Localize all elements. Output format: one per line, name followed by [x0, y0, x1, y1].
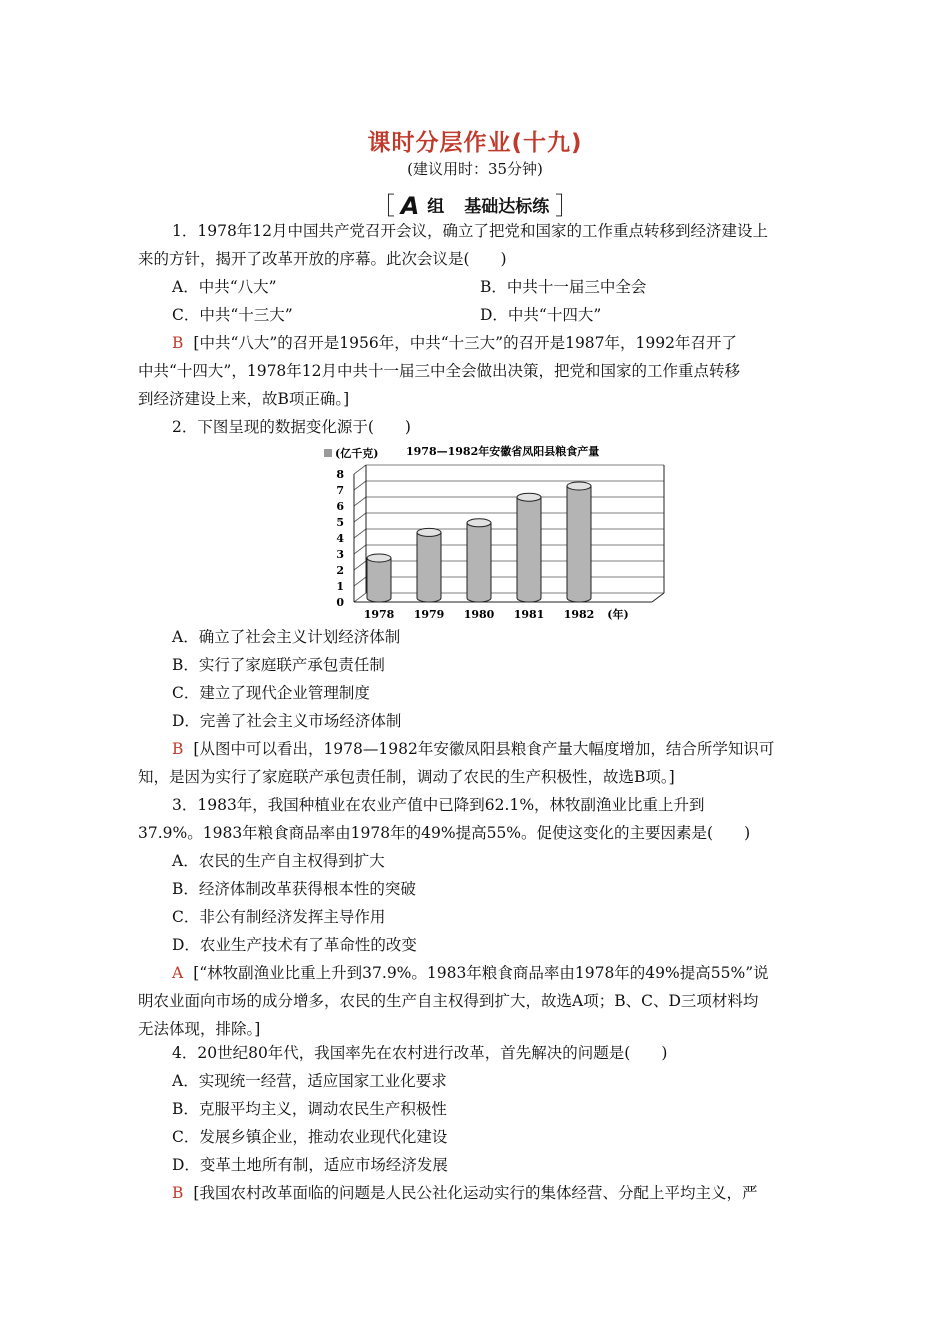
gridline-side — [354, 481, 366, 490]
bar-top-1980 — [467, 519, 491, 527]
q1-explanation-line2: 中共“十四大”，1978年12月中共十一届三中全会做出决策，把党和国家的工作重点转移 — [138, 362, 741, 380]
bar-top-1982 — [567, 482, 591, 490]
q4-explanation-text1: [我国农村改革面临的问题是人民公社化运动实行的集体经营、分配上平均主义，严 — [193, 1184, 758, 1202]
q2-option-d: D．完善了社会主义市场经济体制 — [172, 712, 402, 730]
group-bracket-left: ［ — [370, 192, 395, 220]
gridline-side — [354, 465, 366, 474]
gridline-side — [354, 497, 366, 506]
q4-explanation-line1 — [172, 1182, 757, 1204]
floor-right-edge — [652, 593, 664, 602]
gridline-side — [354, 561, 366, 570]
gridline-side — [354, 577, 366, 586]
q1-option-d: D．中共“十四大” — [480, 306, 602, 324]
bar-1982 — [567, 486, 591, 602]
q3-option-d: D．农业生产技术有了革命性的改变 — [172, 936, 417, 954]
q4-option-a: A．实现统一经营，适应国家工业化要求 — [172, 1072, 447, 1090]
q3-answer: A — [172, 964, 184, 982]
y-tick-label: 5 — [336, 516, 344, 529]
bar-1979 — [417, 532, 441, 602]
y-tick-label: 1 — [336, 580, 344, 593]
q1-option-a: A．中共“八大” — [172, 278, 277, 296]
q3-option-a: A．农民的生产自主权得到扩大 — [172, 852, 385, 870]
q3-explanation-line2: 明农业面向市场的成分增多，农民的生产自主权得到扩大，故选A项；B、C、D三项材料均 — [138, 992, 759, 1010]
q1-option-c: C．中共“十三大” — [172, 306, 293, 324]
q3-stem-line2: 37.9%。1983年粮食商品率由1978年的49%提高55%。促使这变化的主要因素是( ) — [138, 824, 751, 842]
page-title: 课时分层作业(十九) — [367, 130, 583, 156]
x-tick-label: 1978 — [363, 608, 395, 621]
q1-answer: B — [172, 334, 184, 352]
x-tick-label: 1980 — [463, 608, 495, 621]
grain-output-chart — [318, 442, 670, 622]
q3-option-c: C．非公有制经济发挥主导作用 — [172, 908, 386, 926]
y-tick-label: 0 — [336, 596, 344, 609]
q1-stem-line1: 1．1978年12月中国共产党召开会议，确立了把党和国家的工作重点转移到经济建设上 — [172, 222, 769, 240]
legend-swatch — [324, 449, 332, 457]
q2-explanation-line1 — [172, 738, 774, 760]
group-name: 基础达标练 — [464, 197, 550, 217]
q1-explanation-text1: [中共“八大”的召开是1956年，中共“十三大”的召开是1987年，1992年召开了 — [193, 334, 737, 352]
q2-explanation-text1: [从图中可以看出，1978—1982年安徽凤阳县粮食产量大幅度增加，结合所学知识可 — [193, 740, 775, 758]
bar-top-1981 — [517, 493, 541, 501]
chart-svg — [318, 442, 670, 622]
group-label: 组 — [427, 197, 445, 217]
q3-option-b: B．经济体制改革获得根本性的突破 — [172, 880, 416, 898]
q2-option-c: C．建立了现代企业管理制度 — [172, 684, 370, 702]
bar-1980 — [467, 523, 491, 602]
q3-explanation-line1 — [172, 962, 769, 984]
y-tick-label: 2 — [336, 564, 344, 577]
gridline-side — [354, 593, 366, 602]
q2-option-a: A．确立了社会主义计划经济体制 — [172, 628, 401, 646]
x-tick-label: 1982 — [563, 608, 595, 621]
q4-stem: 4．20世纪80年代，我国率先在农村进行改革，首先解决的问题是( ) — [172, 1044, 668, 1062]
q3-explanation-line3: 无法体现，排除。] — [138, 1020, 261, 1038]
q3-explanation-text1: [“林牧副渔业比重上升到37.9%。1983年粮食商品率由1978年的49%提高55%”说 — [193, 964, 769, 982]
x-axis-label: (年) — [607, 608, 629, 621]
q3-stem-line1: 3．1983年，我国种植业在农业产值中已降到62.1%，林牧副渔业比重上升到 — [172, 796, 705, 814]
gridline-side — [354, 545, 366, 554]
group-letter: A — [400, 192, 420, 220]
bar-top-1979 — [417, 528, 441, 536]
bar-top-1978 — [367, 554, 391, 562]
y-tick-label: 8 — [336, 468, 344, 481]
chart-title: 1978—1982年安徽省凤阳县粮食产量 — [406, 445, 600, 458]
q2-option-b: B．实行了家庭联产承包责任制 — [172, 656, 385, 674]
y-tick-label: 7 — [336, 484, 344, 497]
q2-answer: B — [172, 740, 184, 758]
q1-explanation-line3: 到经济建设上来，故B项正确。] — [138, 390, 350, 408]
q4-option-d: D．变革土地所有制，适应市场经济发展 — [172, 1156, 448, 1174]
q4-option-b: B．克服平均主义，调动农民生产积极性 — [172, 1100, 447, 1118]
group-heading — [0, 186, 950, 221]
q2-stem: 2．下图呈现的数据变化源于( ) — [172, 418, 411, 436]
x-tick-label: 1981 — [513, 608, 545, 621]
bar-1978 — [367, 558, 391, 602]
y-tick-label: 6 — [336, 500, 344, 513]
gridline-side — [354, 529, 366, 538]
q1-option-b: B．中共十一届三中全会 — [480, 278, 647, 296]
y-tick-label: 3 — [336, 548, 344, 561]
q1-explanation-line1 — [172, 332, 737, 354]
q4-answer: B — [172, 1184, 184, 1202]
x-tick-label: 1979 — [413, 608, 445, 621]
suggested-time: (建议用时：35分钟) — [407, 160, 543, 178]
bar-1981 — [517, 497, 541, 602]
q4-option-c: C．发展乡镇企业，推动农业现代化建设 — [172, 1128, 448, 1146]
group-bracket-right: ］ — [555, 192, 580, 220]
legend-label: (亿千克) — [335, 447, 379, 460]
q2-explanation-line2: 知，是因为实行了家庭联产承包责任制，调动了农民的生产积极性，故选B项。] — [138, 768, 675, 786]
q1-stem-line2: 来的方针，揭开了改革开放的序幕。此次会议是( ) — [138, 250, 507, 268]
y-tick-label: 4 — [336, 532, 344, 545]
gridline-side — [354, 513, 366, 522]
